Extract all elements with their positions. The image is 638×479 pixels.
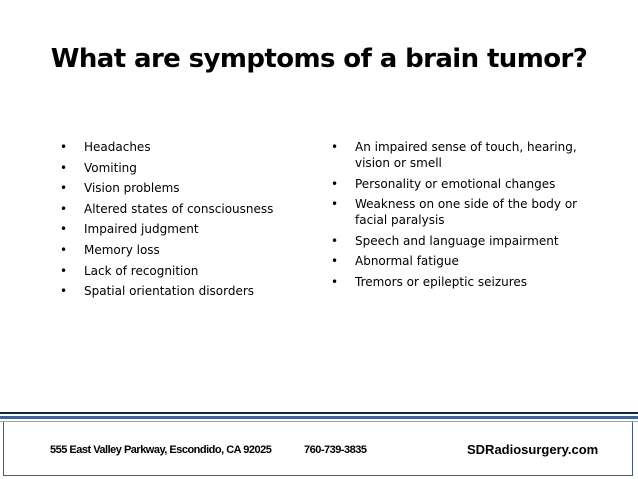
list-item-text: Lack of recognition	[84, 263, 199, 278]
list-item	[331, 196, 591, 228]
list-item	[60, 283, 310, 299]
list-item-text: Vision problems	[84, 181, 180, 196]
list-item-text: Abnormal fatigue	[355, 254, 459, 269]
list-item	[60, 263, 310, 279]
list-item	[331, 253, 591, 269]
bullet-icon: •	[60, 263, 68, 278]
bullet-icon: •	[60, 242, 68, 257]
footer-website: SDRadiosurgery.com	[467, 442, 599, 457]
list-item-text: Spatial orientation disorders	[84, 284, 255, 299]
list-item-text: Memory loss	[84, 242, 160, 257]
list-item-text: Speech and language impairment	[355, 233, 559, 248]
list-item	[60, 242, 310, 258]
list-item	[331, 274, 591, 290]
list-item	[60, 160, 310, 176]
bullet-icon: •	[331, 176, 339, 191]
list-item	[331, 139, 591, 171]
footer-divider-mid	[0, 416, 638, 419]
bullet-icon: •	[331, 233, 339, 248]
list-item-text: Personality or emotional changes	[355, 176, 556, 191]
footer-address: 555 East Valley Parkway, Escondido, CA 92025	[50, 444, 272, 456]
list-item	[60, 201, 310, 217]
list-item-text: Headaches	[84, 140, 151, 154]
bullet-icon: •	[331, 140, 339, 154]
list-item-text: Weakness on one side of the body or facial paralysis	[355, 197, 578, 228]
bullet-icon: •	[331, 197, 339, 212]
list-item	[331, 233, 591, 249]
list-item	[60, 180, 310, 196]
list-item-text: Altered states of consciousness	[84, 201, 274, 216]
bullet-icon: •	[60, 140, 68, 154]
list-item-text: An impaired sense of touch, hearing, vision or smell	[355, 140, 577, 170]
list-item-text: Vomiting	[84, 160, 137, 175]
list-item	[60, 221, 310, 237]
footer-divider-dark	[0, 412, 638, 414]
right-symptom-list	[331, 139, 591, 295]
bullet-icon: •	[60, 181, 68, 196]
list-item	[331, 176, 591, 192]
left-symptom-list	[60, 139, 310, 304]
list-item	[60, 139, 310, 155]
slide-title: What are symptoms of a brain tumor?	[50, 44, 588, 74]
bullet-icon: •	[60, 201, 68, 216]
bullet-icon: •	[60, 160, 68, 175]
footer-phone: 760-739-3835	[304, 444, 367, 456]
list-item-text: Impaired judgment	[84, 222, 199, 237]
list-item-text: Tremors or epileptic seizures	[355, 274, 528, 289]
bullet-icon: •	[331, 274, 339, 289]
bullet-icon: •	[60, 222, 68, 237]
bullet-icon: •	[60, 284, 68, 299]
bullet-icon: •	[331, 254, 339, 269]
